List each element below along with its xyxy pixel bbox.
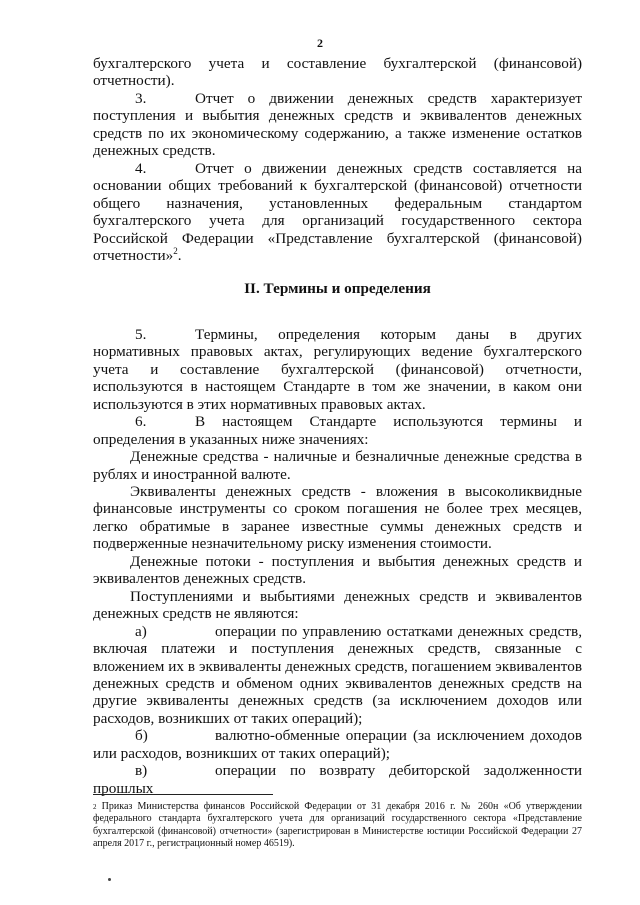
list-item-v-text: операции по возврату дебиторской задолженности прошлых [93, 762, 582, 797]
footnote [93, 801, 582, 851]
paragraph-4-end: . [177, 246, 182, 264]
paragraph-5-number: 5. [135, 325, 147, 343]
list-item-v [93, 762, 582, 797]
paragraph-3-text: Отчет о движении денежных средств характеризует поступления и выбытия денежных средств и эквивалентов денежных средств по их экономическому содержанию, а также изменение остатков денежных средств. [93, 89, 582, 160]
paragraph-5 [93, 326, 582, 413]
section-title: II. Термины и определения [244, 280, 431, 298]
paragraph-3-number: 3. [135, 89, 147, 107]
paragraph-continuation: бухгалтерского учета и составление бухгалтерской (финансовой) отчетности). [93, 55, 582, 90]
paragraph-4-number: 4. [135, 159, 147, 177]
list-item-b [93, 727, 582, 762]
definition-cash-equivalents: Эквиваленты денежных средств - вложения в высоколиквидные финансовые инструменты со сроком погашения не более трех месяцев, легко обратимые в заранее известные суммы денежных средств и подверженные незначительному риску изменения стоимости. [93, 482, 582, 553]
paragraph-4-text: Отчет о движении денежных средств составляется на основании общих требований к бухгалтерской (финансовой) отчетности общего назначения, установленных федеральным стандартом бухгалтерского учета для организаций государственного сектора Российской Федерации «Представление бухгалтерской (финансовой) отчетности» [93, 159, 582, 264]
scan-artifact-dot [108, 878, 111, 881]
paragraph-3 [93, 90, 582, 160]
list-item-a-marker: а) [135, 622, 147, 640]
footnote-reference: 2 [173, 245, 178, 256]
page-number: 2 [317, 36, 323, 50]
list-item-a [93, 623, 582, 728]
paragraph-6-text: В настоящем Стандарте используются термины и определения в указанных ниже значениях: [93, 413, 582, 448]
list-item-v-marker: в) [135, 762, 148, 780]
footnote-divider [93, 794, 273, 795]
list-item-b-marker: б) [135, 727, 148, 745]
paragraph-5-text: Термины, определения которым даны в других нормативных правовых актах, регулирующих ведение бухгалтерского учета и составление бухгалтерской (финансовой) отчетности, используются в настоящем Стандарте в том же значении, в каком они используются в этих нормативных правовых актах. [93, 325, 582, 413]
paragraph-not-cash-flows: Поступлениями и выбытиями денежных средств и эквивалентов денежных средств не являются: [93, 587, 582, 623]
paragraph-4 [93, 160, 582, 265]
paragraph-6 [93, 413, 582, 448]
list-item-b-text: валютно-обменные операции (за исключением доходов или расходов, возникших от таких операций); [93, 727, 582, 762]
body-text [93, 55, 582, 797]
footnote-text: Приказ Министерства финансов Российской Федерации от 31 декабря 2016 г. № 260н «Об утверждении федерального стандарта бухгалтерского учета для организаций государственного сектора «Представление бухгалтерской (финансовой) отчетности» (зарегистрирован в Министерстве юстиции Российской Федерации 27 апреля 2017 г., регистрационный номер 46519). [93, 801, 583, 850]
list-item-a-text: операции по управлению остатками денежных средств, включая платежи и поступления денежных средств, связанные с вложением их в эквиваленты денежных средств, погашением эквивалентов денежных средств и обменом одних эквивалентов денежных средств на другие эквиваленты денежных средств (за исключением доходов или расходов, возникших от таких операций); [93, 622, 582, 727]
paragraph-6-number: 6. [135, 413, 147, 431]
definition-cash: Денежные средства - наличные и безналичные денежные средства в рублях и иностранной валюте. [93, 448, 582, 483]
definition-cash-flows: Денежные потоки - поступления и выбытия денежных средств и эквивалентов денежных средств. [93, 552, 582, 588]
footnote-mark: 2 [93, 803, 97, 811]
